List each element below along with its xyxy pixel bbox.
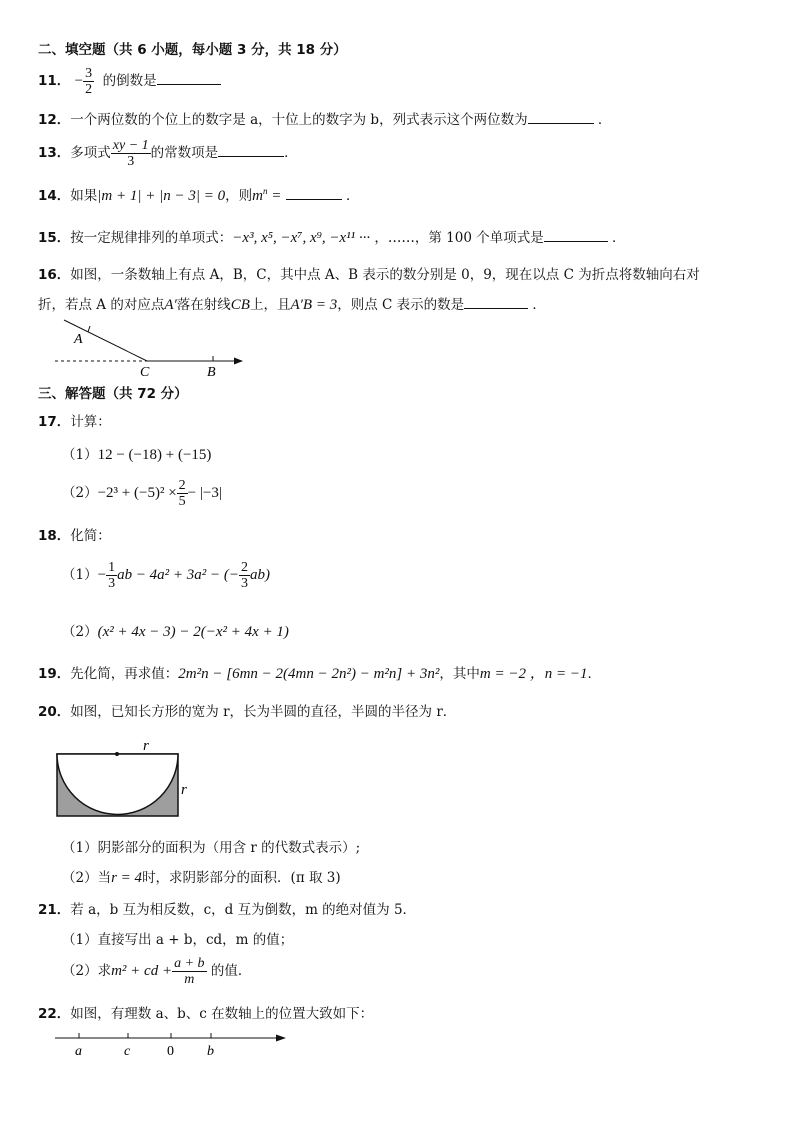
question-text: 一个两位数的个位上的数字是 a，十位上的数字为 b，列式表示这个两位数为 xyxy=(70,112,528,128)
question-15: 15．按一定规律排列的单项式：−x³, x⁵, −x⁷, x⁹, −x¹¹ ··· ，……，第 100 个单项式是 ． xyxy=(38,230,626,246)
sequence-expression: −x³, x⁵, −x⁷, x⁹, −x¹¹ ··· xyxy=(232,230,371,246)
question-16-line-1: 16．如图，一条数轴上有点 A，B，C，其中点 A、B 表示的数分别是 0，9，现在以点 C 为折点将数轴向右对 xyxy=(38,267,700,283)
question-11: 11． − $\frac{3}{2}$ 的倒数是 xyxy=(38,66,221,97)
question-13: 13．多项式 $\frac{xy - 1}{3}$ 的常数项是 ． xyxy=(38,138,298,169)
answer-blank[interactable] xyxy=(157,84,221,85)
answer-blank[interactable] xyxy=(528,123,594,124)
question-12: 12．一个两位数的个位上的数字是 a，十位上的数字为 b，列式表示这个两位数为 ． xyxy=(38,112,612,128)
question-number: 18． xyxy=(38,528,71,544)
label-zero: 0 xyxy=(167,1044,174,1059)
question-16-line-2: 折，若点 A 的对应点A′落在射线CB上，且A′B = 3，则点 C 表示的数是 ． xyxy=(38,297,546,313)
section-heading-solutions: 三、解答题（共 72 分） xyxy=(38,386,188,402)
label-c: c xyxy=(124,1044,131,1059)
radius-label-side: r xyxy=(181,782,187,798)
question-number: 21． xyxy=(38,902,71,918)
question-20-part-1: （1）阴影部分的面积为（用含 r 的代数式表示）; xyxy=(62,840,361,856)
question-number: 11． xyxy=(38,73,71,89)
label-A: A xyxy=(74,332,83,347)
label-b: b xyxy=(207,1044,214,1059)
answer-blank[interactable] xyxy=(286,199,342,200)
question-17-part-2: （2）−2³ + (−5)² × $\frac{2}{5}$ − |−3| xyxy=(62,478,222,509)
question-number: 15． xyxy=(38,230,71,246)
fraction: $\frac{xy - 1}{3}$ xyxy=(112,138,149,169)
question-21-part-2: （2）求m² + cd + $\frac{a + b}{m}$ 的值． xyxy=(62,956,252,987)
question-22: 22．如图，有理数 a、b、c 在数轴上的位置大致如下： xyxy=(38,1006,374,1022)
question-number: 16． xyxy=(38,267,71,283)
equation: |m + 1| + |n − 3| = 0 xyxy=(97,188,226,204)
answer-blank[interactable] xyxy=(464,308,528,309)
question-number: 20． xyxy=(38,704,71,720)
question-21: 21．若 a，b 互为相反数，c，d 互为倒数，m 的绝对值为 5． xyxy=(38,902,417,918)
question-19: 19．先化简，再求值：2m²n − [6mn − 2(4mn − 2n²) − m²n] + 3n²，其中m = −2 ，n = −1． xyxy=(38,666,601,682)
question-20: 20．如图，已知长方形的宽为 r，长为半圆的直径，半圆的半径为 r． xyxy=(38,704,457,720)
rational-number-line-figure xyxy=(50,1028,295,1062)
question-number: 22． xyxy=(38,1006,71,1022)
question-number: 12． xyxy=(38,112,71,128)
radius-label-top: r xyxy=(143,738,149,754)
question-number: 17． xyxy=(38,414,71,430)
question-17: 17．计算： xyxy=(38,414,111,430)
question-20-part-2: （2）当r = 4时，求阴影部分的面积．(π 取 3) xyxy=(62,870,341,886)
answer-blank[interactable] xyxy=(544,241,608,242)
expression: 2m²n − [6mn − 2(4mn − 2n²) − m²n] + 3n² xyxy=(178,666,440,682)
question-number: 19． xyxy=(38,666,71,682)
rectangle-semicircle-figure xyxy=(50,735,200,825)
question-18: 18．化简： xyxy=(38,528,111,544)
question-14: 14．如果|m + 1| + |n − 3| = 0，则$m^n$ = ． xyxy=(38,186,360,204)
question-21-part-1: （1）直接写出 a + b，cd，m 的值； xyxy=(62,932,294,948)
fraction: $\frac{3}{2}$ xyxy=(85,66,93,97)
label-B: B xyxy=(207,365,216,378)
expression: 12 − (−18) + (−15) xyxy=(97,447,212,463)
answer-blank[interactable] xyxy=(218,156,284,157)
question-text: 的倒数是 xyxy=(102,73,157,89)
question-17-part-1: （1）12 − (−18) + (−15) xyxy=(62,447,212,463)
label-a: a xyxy=(75,1044,82,1059)
label-C: C xyxy=(140,365,150,378)
section-heading-fill-in: 二、填空题（共 6 小题，每小题 3 分，共 18 分） xyxy=(38,42,347,58)
question-number: 13． xyxy=(38,145,71,161)
question-18-part-1: （1）− $\frac{1}{3}$ ab − 4a² + 3a² − (− $\frac{2}{3}$ ab) xyxy=(62,560,271,591)
number-line-fold-figure xyxy=(50,316,250,378)
question-number: 14． xyxy=(38,188,71,204)
question-18-part-2: （2）(x² + 4x − 3) − 2(−x² + 4x + 1) xyxy=(62,624,289,640)
